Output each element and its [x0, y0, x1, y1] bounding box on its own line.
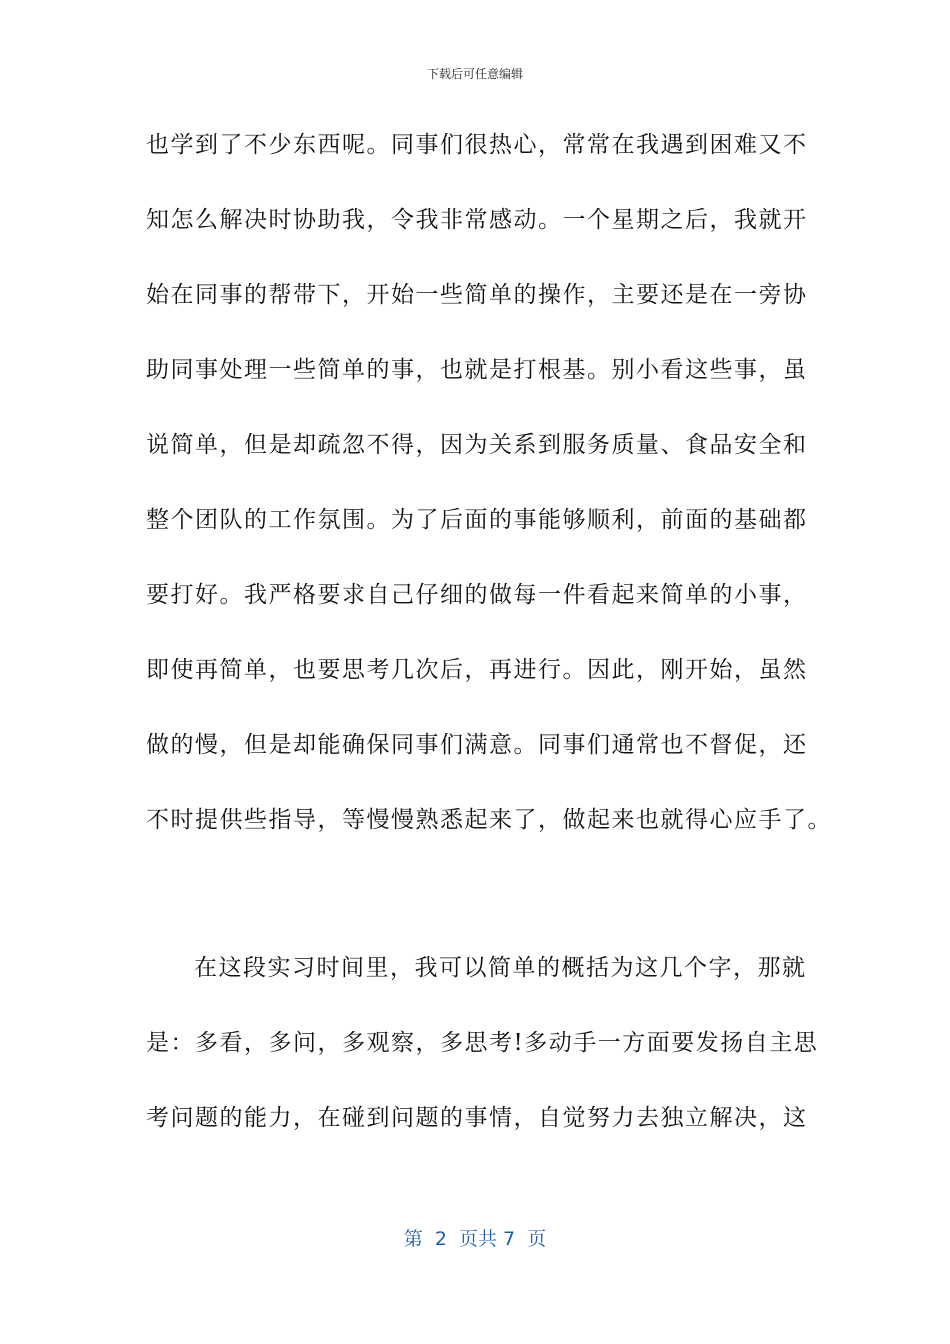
text-line: 说简单，但是却疏忽不得，因为关系到服务质量、食品安全和 — [146, 432, 808, 458]
text-line: 是：多看，多问，多观察，多思考!多动手一方面要发扬自主思 — [146, 1030, 819, 1056]
text-line: 知怎么解决时协助我，令我非常感动。一个星期之后，我就开 — [146, 207, 808, 233]
text-line: 做的慢，但是却能确保同事们满意。同事们通常也不督促，还 — [146, 732, 808, 758]
text-line: 助同事处理一些简单的事，也就是打根基。别小看这些事，虽 — [146, 357, 808, 383]
text-line: 在这段实习时间里，我可以简单的概括为这几个字，那就 — [194, 955, 807, 981]
text-line: 也学到了不少东西呢。同事们很热心，常常在我遇到困难又不 — [146, 132, 808, 158]
page-number-footer: 第 2 页共 7 页 — [403, 1228, 547, 1250]
text-line: 始在同事的帮带下，开始一些简单的操作，主要还是在一旁协 — [146, 282, 808, 308]
text-line: 要打好。我严格要求自己仔细的做每一件看起来简单的小事， — [146, 582, 808, 608]
text-line: 不时提供些指导，等慢慢熟悉起来了，做起来也就得心应手了。 — [146, 807, 832, 833]
text-line: 即使再简单，也要思考几次后，再进行。因此，刚开始，虽然 — [146, 657, 808, 683]
page-header: 下载后可任意编辑 — [426, 67, 523, 81]
text-line: 整个团队的工作氛围。为了后面的事能够顺利，前面的基础都 — [146, 507, 808, 533]
text-line: 考问题的能力，在碰到问题的事情，自觉努力去独立解决，这 — [146, 1105, 808, 1131]
